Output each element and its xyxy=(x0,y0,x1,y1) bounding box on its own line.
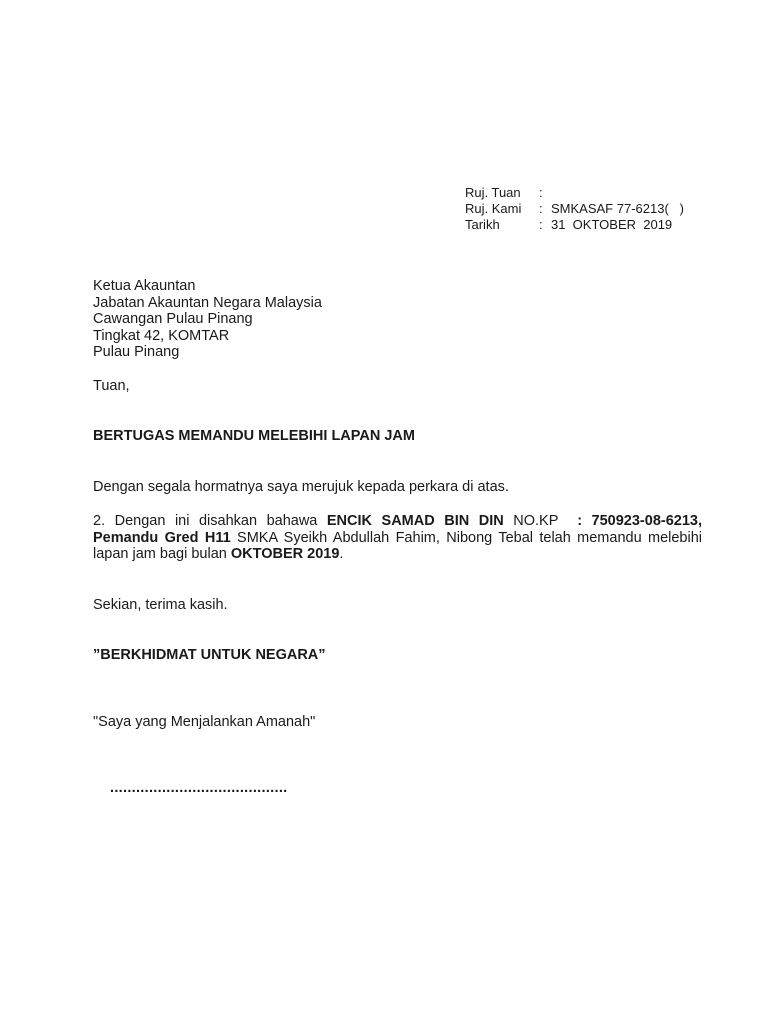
paragraph-2-end: . xyxy=(339,546,344,562)
slogan: "Saya yang Menjalankan Amanah" xyxy=(93,714,316,730)
paragraph-2 xyxy=(93,513,702,563)
ruj-tuan-label: Ruj. Tuan xyxy=(465,185,521,200)
reference-block xyxy=(465,185,684,233)
signature-line: ......................................... xyxy=(110,780,288,796)
salutation: Tuan, xyxy=(93,378,130,394)
kp-label: NO.KP xyxy=(503,513,568,529)
address-line-2: Jabatan Akauntan Negara Malaysia xyxy=(93,294,322,311)
ruj-kami-row xyxy=(465,201,684,217)
tarikh-colon: : xyxy=(539,217,543,232)
employee-name: ENCIK SAMAD BIN DIN xyxy=(326,513,504,529)
ruj-kami-value: SMKASAF 77-6213( ) xyxy=(551,201,684,216)
subject-heading: BERTUGAS MEMANDU MELEBIHI LAPAN JAM xyxy=(93,428,415,444)
school-text: SMKA Syeikh Abdullah Fahim, Nibong Tebal telah memandu melebihi lapan jam bagi bulan xyxy=(93,529,703,562)
ruj-tuan-colon: : xyxy=(539,185,543,200)
tarikh-value: 31 OKTOBER 2019 xyxy=(551,217,673,232)
paragraph-1: Dengan segala hormatnya saya merujuk kepada perkara di atas. xyxy=(93,479,509,495)
ruj-kami-label: Ruj. Kami xyxy=(465,201,522,216)
month-year: OKTOBER 2019 xyxy=(230,546,340,562)
tarikh-label: Tarikh xyxy=(465,217,500,232)
tarikh-row xyxy=(465,217,684,233)
paragraph-2-prefix: 2. Dengan ini disahkan bahawa xyxy=(93,513,327,529)
kp-and-grade: : 750923-08-6213, Pemandu Gred H11 xyxy=(93,513,703,546)
address-line-3: Cawangan Pulau Pinang xyxy=(93,311,253,327)
address-line-1: Ketua Akauntan xyxy=(93,278,196,294)
recipient-address xyxy=(93,278,322,361)
closing-text: Sekian, terima kasih. xyxy=(93,597,228,613)
motto: ”BERKHIDMAT UNTUK NEGARA” xyxy=(93,647,326,663)
address-line-4: Tingkat 42, KOMTAR xyxy=(93,327,230,344)
address-line-5: Pulau Pinang xyxy=(93,344,180,360)
ruj-tuan-row xyxy=(465,185,684,201)
ruj-kami-colon: : xyxy=(539,201,543,216)
